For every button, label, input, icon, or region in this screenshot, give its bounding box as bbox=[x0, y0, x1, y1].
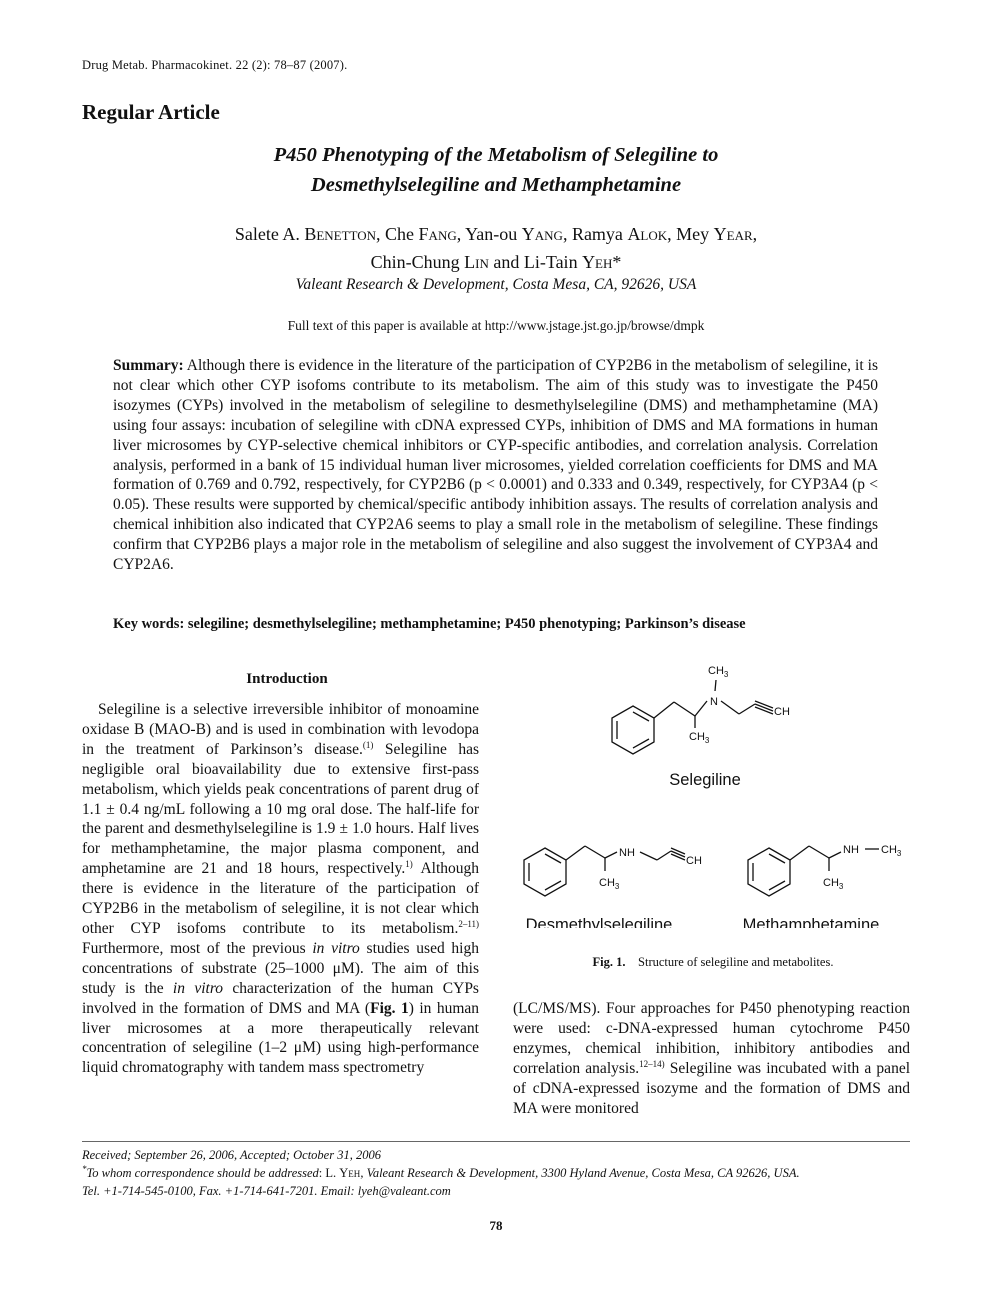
summary-text: Although there is evidence in the literature of the participation of CYP2B6 in the metabolism of selegiline, it is not clear which other CYP isofoms contribute to its metabolism. The aim of this study was to investigate the P450 isozymes (CYPs) involved in the metabolism of selegiline to desmethylselegiline (DMS) and methamphetamine (MA) using four assays: incubation of selegiline with cDNA expressed CYPs, inhibition of DMS and MA formations in human liver microsomes by CYP-selective chemical inhibitors or CYP-specific antibodies, and correlation analysis. Correlation analysis, performed in a bank of 15 individual human liver microsomes, yielded correlation coefficients for DMS and MA formation of 0.769 and 0.792, respectively, for CYP2B6 (p < 0.0001) and 0.333 and 0.349, respectively, for CYP3A4 (p < 0.05). These results were supported by chemical/specific antibody inhibition assays. The results of correlation analysis and chemical inhibition also indicated that CYP2A6 seems to play a small role in the metabolism of selegiline. These findings confirm that CYP2B6 plays a major role in the metabolism of selegiline and also suggest the involvement of CYP3A4 and CYP2A6. bbox=[113, 357, 878, 574]
benzene-ring-desmethylselegiline bbox=[524, 848, 566, 896]
author-given: Yan-ou bbox=[465, 224, 522, 244]
figure-caption: Fig. 1. Structure of selegiline and metabolites. bbox=[592, 955, 834, 969]
methyl-label: $CH_3$ bbox=[823, 877, 844, 891]
methyl-label: $CH_3$ bbox=[689, 731, 710, 745]
section-heading-introduction: Introduction bbox=[246, 671, 328, 687]
author-given: Che bbox=[385, 224, 419, 244]
author-family: Year bbox=[713, 224, 753, 244]
chemical-structures bbox=[503, 658, 923, 928]
page-number: 78 bbox=[489, 1218, 503, 1233]
figure-1 bbox=[503, 658, 923, 928]
author-given: Ramya bbox=[571, 224, 628, 244]
summary bbox=[113, 356, 878, 575]
citation: (1) bbox=[362, 739, 374, 750]
benzene-ring-selegiline bbox=[612, 706, 654, 754]
author-given: Mey bbox=[676, 224, 714, 244]
author-family: Benetton bbox=[304, 224, 377, 244]
figure-reference[interactable]: Fig. 1 bbox=[370, 999, 409, 1017]
benzene-ring-methamphetamine bbox=[748, 848, 790, 896]
molecule-name-methamphetamine: Methamphetamine bbox=[742, 916, 880, 928]
footnote-divider bbox=[82, 1141, 910, 1142]
figure-label: Fig. 1. bbox=[592, 955, 626, 969]
author-given: Li-Tain bbox=[523, 252, 583, 272]
intro-right-column bbox=[513, 999, 910, 1118]
nitrogen-label: N bbox=[710, 696, 718, 708]
author-given: Chin-Chung bbox=[370, 252, 465, 272]
citation: 12–14) bbox=[639, 1058, 665, 1069]
keywords: Key words: selegiline; desmethylselegiline; methamphetamine; P450 phenotyping; Parkinson’s disease bbox=[113, 616, 746, 632]
molecule-name-desmethylselegiline: Desmethylselegiline bbox=[525, 916, 673, 928]
intro-left-column bbox=[82, 700, 479, 1078]
amine-label: NH bbox=[843, 844, 859, 856]
title-line-2: Desmethylselegiline and Methamphetamine bbox=[310, 174, 682, 196]
article-type: Regular Article bbox=[82, 100, 220, 124]
intro-paragraph: Selegiline is a selective irreversible inhibitor of monoamine oxidase B (MAO-B) and is used in combination with levodopa in the treatment of Parkinson’s disease.$^{(1)}$ Selegiline has negligible oral bioavailability due to extensive first-pass metabolism, which yields peak concentrations of parent drug of 1.1 ± 0.4 ng/mL following a 10 mg oral dose. The half-life for the parent and desmethylselegiline is 1.9 ± 1.0 hours. Half lives for methamphetamine, the major plasma component, and amphetamine are 21 and 18 hours, respectively.$^{1)}$ Although there is evidence in the literature of the participation of CYP2B6 in the metabolism of selegiline, it is not clear which other CYP isofoms contribute to its metabolism.$^{2-11)}$ Furthermore, most of the previous in vitro studies used high concentrations of substrate (25–1000 μM). The aim of this study is the in vitro characterization of the human CYPs involved in the formation of DMS and MA (Fig. 1) in human liver microsomes at a more therapeutically relevant concentration of selegiline (1–2 μM) using high-performance liquid chromatography with tandem mass spectrometry bbox=[82, 701, 480, 1077]
author-family: Yeh bbox=[582, 252, 613, 272]
author-family: Alok bbox=[627, 224, 668, 244]
footnotes bbox=[82, 1146, 910, 1200]
methyl-label: $CH_3$ bbox=[599, 877, 620, 891]
citation: 1) bbox=[405, 859, 413, 870]
correspondence: *To whom correspondence should be addressed: L. Yeh, Valeant Research & Development, 3300 Hyland Avenue, Costa Mesa, CA 92626, USA. bbox=[82, 1163, 800, 1180]
author-family: Yang bbox=[521, 224, 563, 244]
author-family: Lin bbox=[464, 252, 489, 272]
author-family: Fang bbox=[418, 224, 457, 244]
contact-info: Tel. +1-714-545-0100, Fax. +1-714-641-7201. Email: lyeh@valeant.com bbox=[82, 1184, 451, 1198]
terminal-ch-label: CH bbox=[774, 706, 790, 718]
terminal-ch-label: CH bbox=[686, 855, 702, 867]
author-list: Salete A. Benetton, Che Fang, Yan-ou Yang, Ramya Alok, Mey Year, Chin-Chung Lin and Li-Tain Yeh* bbox=[234, 224, 758, 272]
received-dates: Received; September 26, 2006, Accepted; October 31, 2006 bbox=[82, 1148, 381, 1162]
methyl-label: $CH_3$ bbox=[881, 844, 902, 858]
author-given: Salete A. bbox=[234, 224, 305, 244]
amine-label: NH bbox=[619, 847, 635, 859]
full-text-note: Full text of this paper is available at http://www.jstage.jst.go.jp/browse/dmpk bbox=[287, 318, 705, 333]
journal-citation: Drug Metab. Pharmacokinet. 22 (2): 78–87 (2007). bbox=[82, 58, 348, 72]
article-title bbox=[0, 140, 992, 200]
molecule-name-selegiline: Selegiline bbox=[669, 771, 741, 789]
title-line-1: P450 Phenotyping of the Metabolism of Selegiline to bbox=[273, 144, 719, 166]
citation: 2–11) bbox=[458, 918, 479, 929]
affiliation: Valeant Research & Development, Costa Mesa, CA, 92626, USA bbox=[295, 276, 697, 293]
summary-label: Summary: bbox=[113, 357, 184, 374]
methyl-label: $CH_3$ bbox=[708, 665, 729, 679]
intro-paragraph-continued: (LC/MS/MS). Four approaches for P450 phenotyping reaction were used: c-DNA-expressed human cytochrome P450 enzymes, chemical inhibition, inhibitory antibodies and correlation analysis.$^{12-14)}$ Selegiline was incubated with a panel of cDNA-expressed isozyme and the formation of DMS and MA were monitored bbox=[513, 1000, 910, 1117]
